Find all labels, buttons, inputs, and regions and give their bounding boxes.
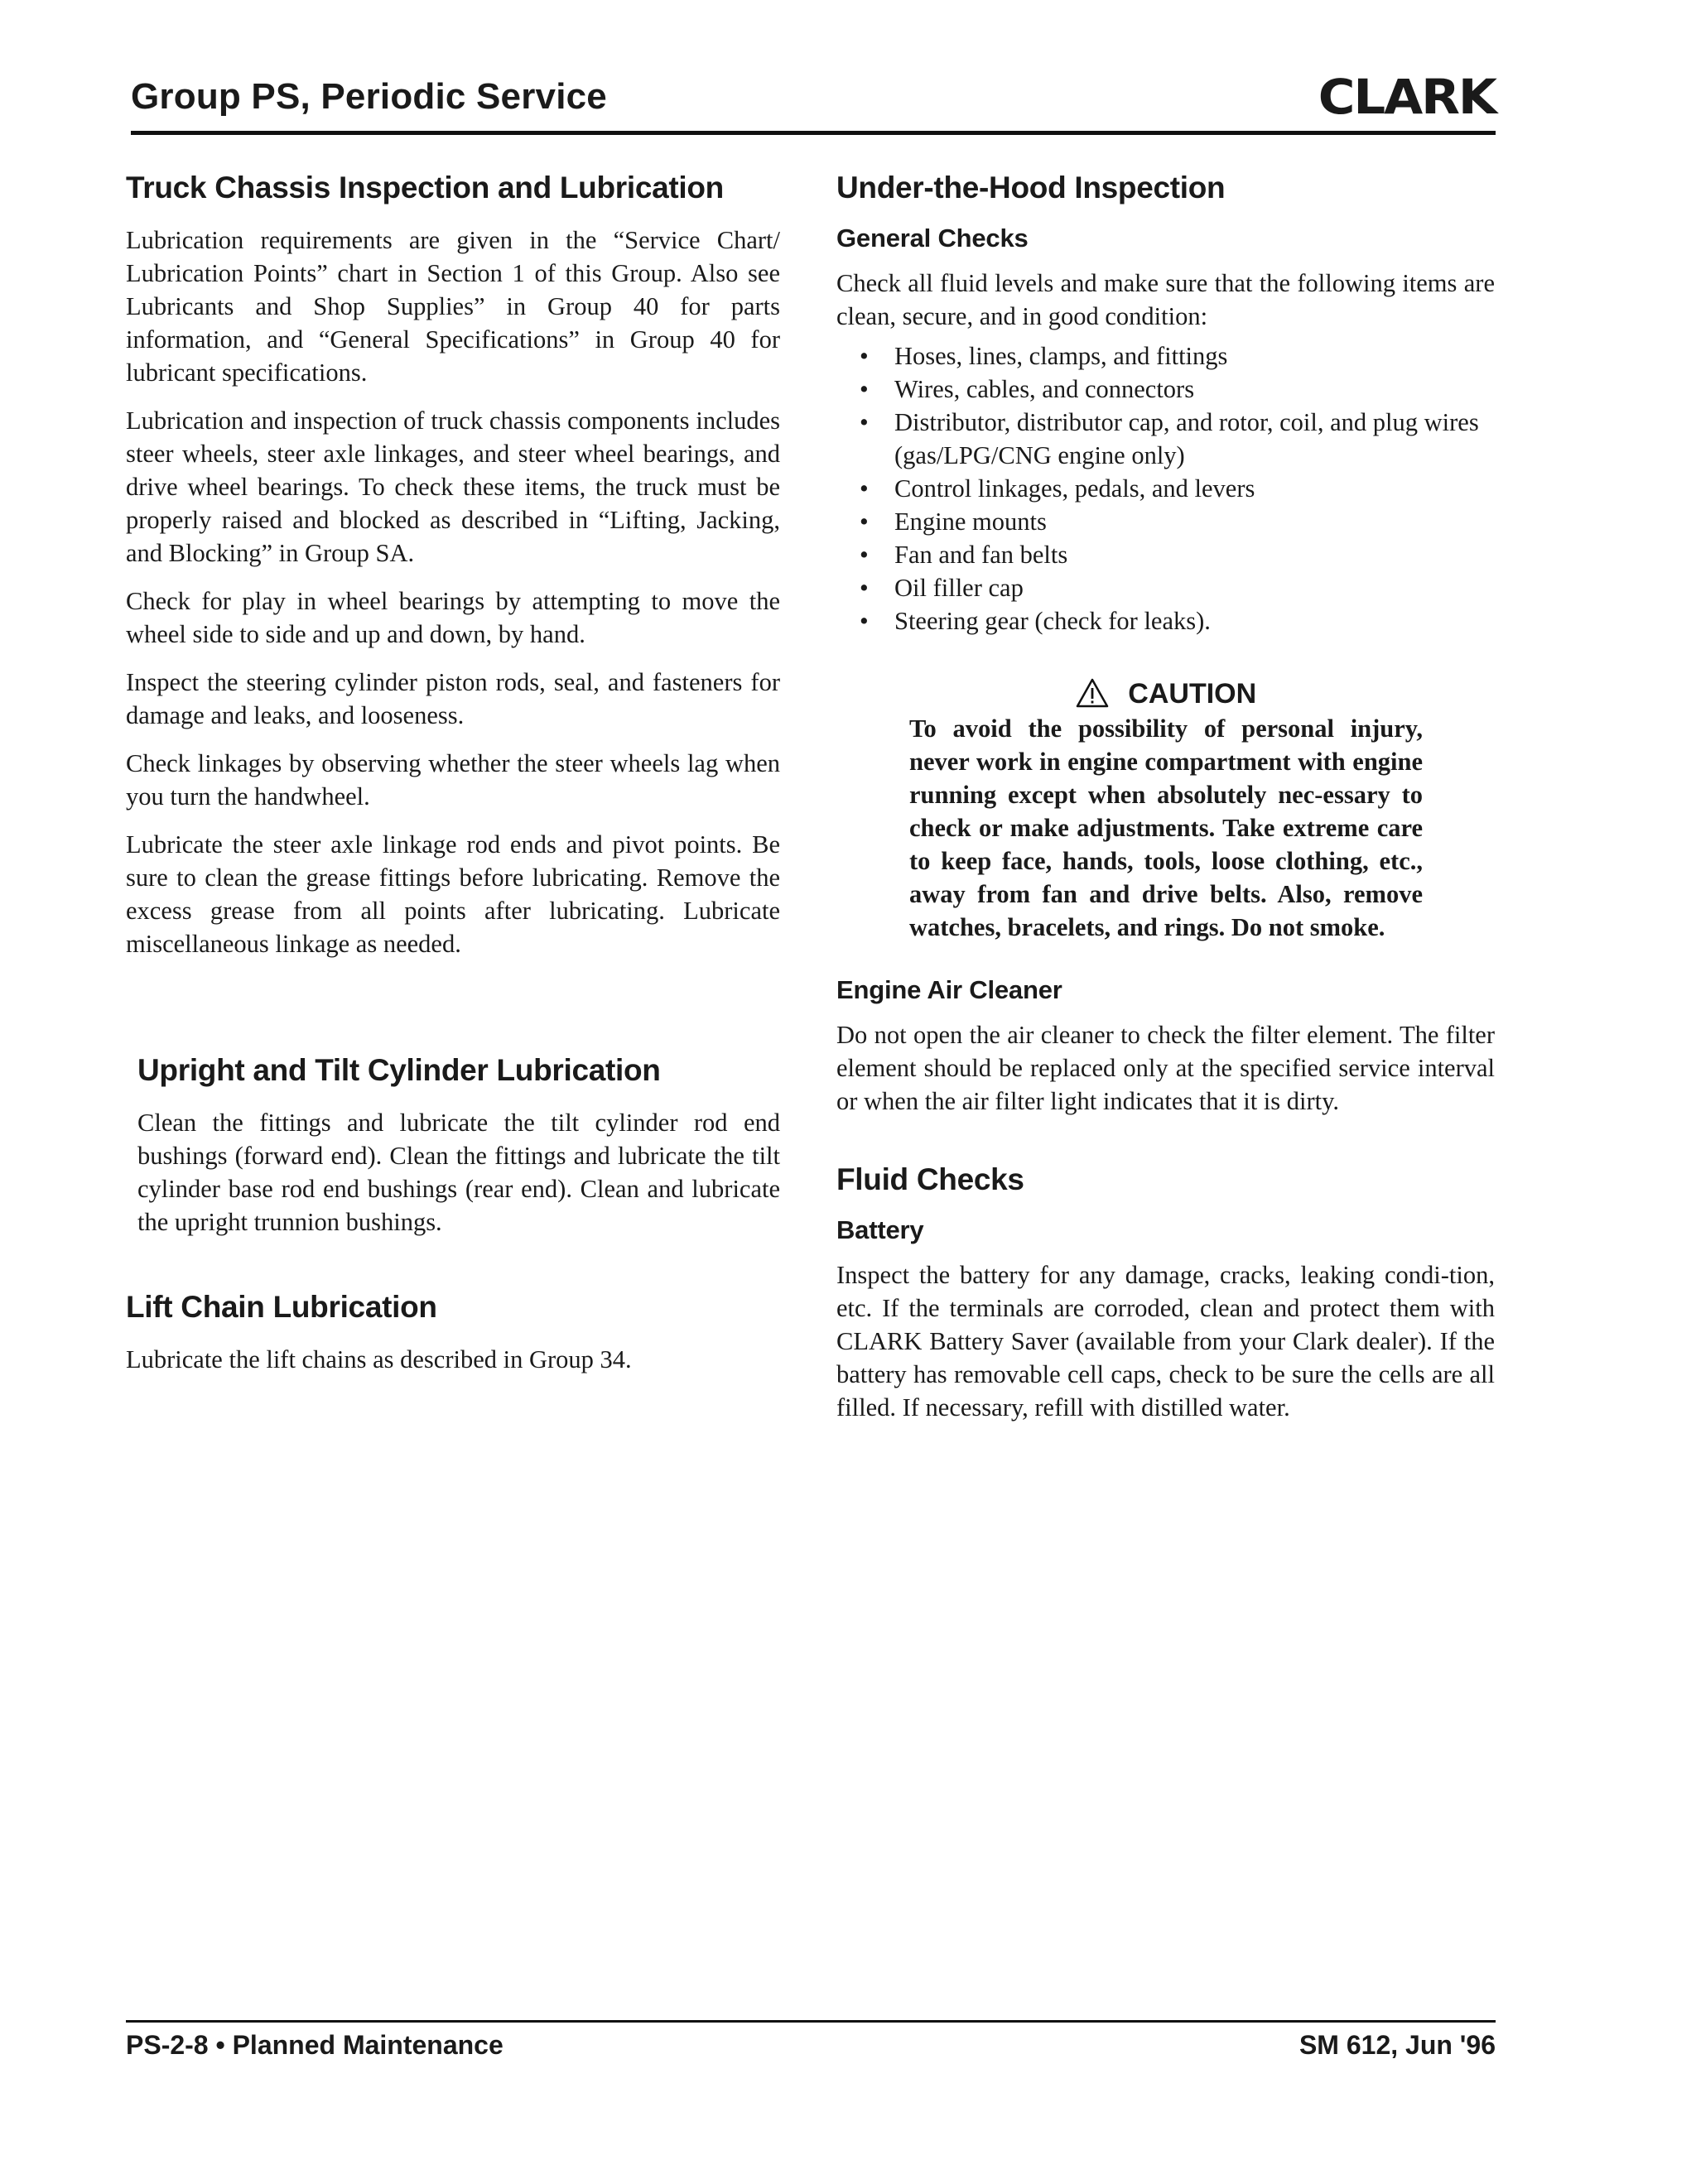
paragraph: Check all fluid levels and make sure that the following items are clean, secure, and in good condition: [836, 269, 1495, 330]
paragraph: Clean the fittings and lubricate the tilt cylinder rod end bushings (forward end). Clean the fittings and lubricate the tilt cylinder base rod end bushings (rear end). Clean and lubricate the upright trunnion bushings. [137, 1109, 780, 1236]
page-header [131, 69, 1496, 134]
list-item: • Steering gear (check for leaks). [860, 604, 1495, 637]
subheading-air-cleaner: Engine Air Cleaner [836, 975, 1062, 1004]
section-heading-chassis: Truck Chassis Inspection and Lubrication [126, 171, 724, 204]
paragraph: Check linkages by observing whether the steer wheels lag when you turn the handwheel. [126, 749, 780, 811]
paragraph: Lubrication and inspection of truck chassis components includes steer wheels, steer axle linkages, and steer wheel bearings, and drive wheel bearings. To check these items, the truck must be properly raised and blocked as described in “Lifting, Jacking, and Blocking” in Group SA. [126, 406, 780, 567]
paragraph: Inspect the battery for any damage, cracks, leaking condi-tion, etc. If the terminals are corroded, clean and protect them with CLARK Battery Saver (available from your Clark dealer). If the battery has removable cell caps, check to be sure the cells are all filled. If necessary, refill with distilled water. [836, 1261, 1495, 1422]
paragraph: Inspect the steering cylinder piston rods, seal, and fasteners for damage and leaks, and looseness. [126, 668, 780, 729]
list-item: • Engine mounts [860, 505, 1495, 538]
section-heading-upright: Upright and Tilt Cylinder Lubrication [137, 1053, 661, 1087]
paragraph: Do not open the air cleaner to check the filter element. The filter element should be replaced only at the specified service interval or when the air filter light indicates that it is dirty. [836, 1021, 1495, 1115]
caution-heading [909, 676, 1423, 712]
list-item: • Oil filler cap [860, 571, 1495, 604]
list-item: • Fan and fan belts [860, 538, 1495, 571]
list-item: • Control linkages, pedals, and levers [860, 472, 1495, 505]
caution-title: CAUTION [1128, 678, 1257, 710]
left-column [126, 171, 780, 1391]
right-column [836, 171, 1495, 1439]
section-heading-under-hood: Under-the-Hood Inspection [836, 171, 1226, 204]
page-title: Group PS, Periodic Service [131, 76, 607, 117]
footer-page-label: PS-2-8 • Planned Maintenance [126, 2030, 504, 2060]
list-item: • Distributor, distributor cap, and rotor, coil, and plug wires (gas/LPG/CNG engine only) [860, 406, 1495, 472]
list-item: • Hoses, lines, clamps, and fittings [860, 339, 1495, 373]
footer-divider [126, 2020, 1496, 2023]
clark-logo: CLARK [1318, 69, 1496, 125]
footer-doc-id: SM 612, Jun '96 [1298, 2030, 1496, 2060]
section-heading-lift-chain: Lift Chain Lubrication [126, 1290, 437, 1324]
header-divider [131, 131, 1496, 135]
caution-box [836, 676, 1423, 944]
paragraph: Lubrication requirements are given in the “Service Chart/ Lubrication Points” chart in Section 1 of this Group. Also see Lubricants and Shop Supplies” in Group 40 for parts information, and “General Specifications” in Group 40 for lubricant specifications. [126, 226, 780, 387]
subheading-battery: Battery [836, 1215, 924, 1244]
list-item: • Wires, cables, and connectors [860, 373, 1495, 406]
caution-text: To avoid the possibility of personal injury, never work in engine compartment with engine running except when absolutely nec-essary to check or make adjustments. Take extreme care to keep face, hands, tools, loose clothing, etc., away from fan and drive belts. Also, remove watches, bracelets, and rings. Do not smoke. [909, 714, 1423, 941]
paragraph: Check for play in wheel bearings by attempting to move the wheel side to side and up and down, by hand. [126, 587, 780, 648]
paragraph: Lubricate the steer axle linkage rod ends and pivot points. Be sure to clean the grease fittings before lubricating. Remove the excess grease from all points after lubricating. Lubricate miscellaneous linkage as needed. [126, 830, 780, 958]
warning-triangle-icon [1076, 678, 1128, 710]
paragraph: Lubricate the lift chains as described in Group 34. [126, 1345, 632, 1373]
checklist [836, 339, 1495, 637]
section-heading-fluid-checks: Fluid Checks [836, 1162, 1024, 1196]
subheading-general-checks: General Checks [836, 224, 1029, 253]
